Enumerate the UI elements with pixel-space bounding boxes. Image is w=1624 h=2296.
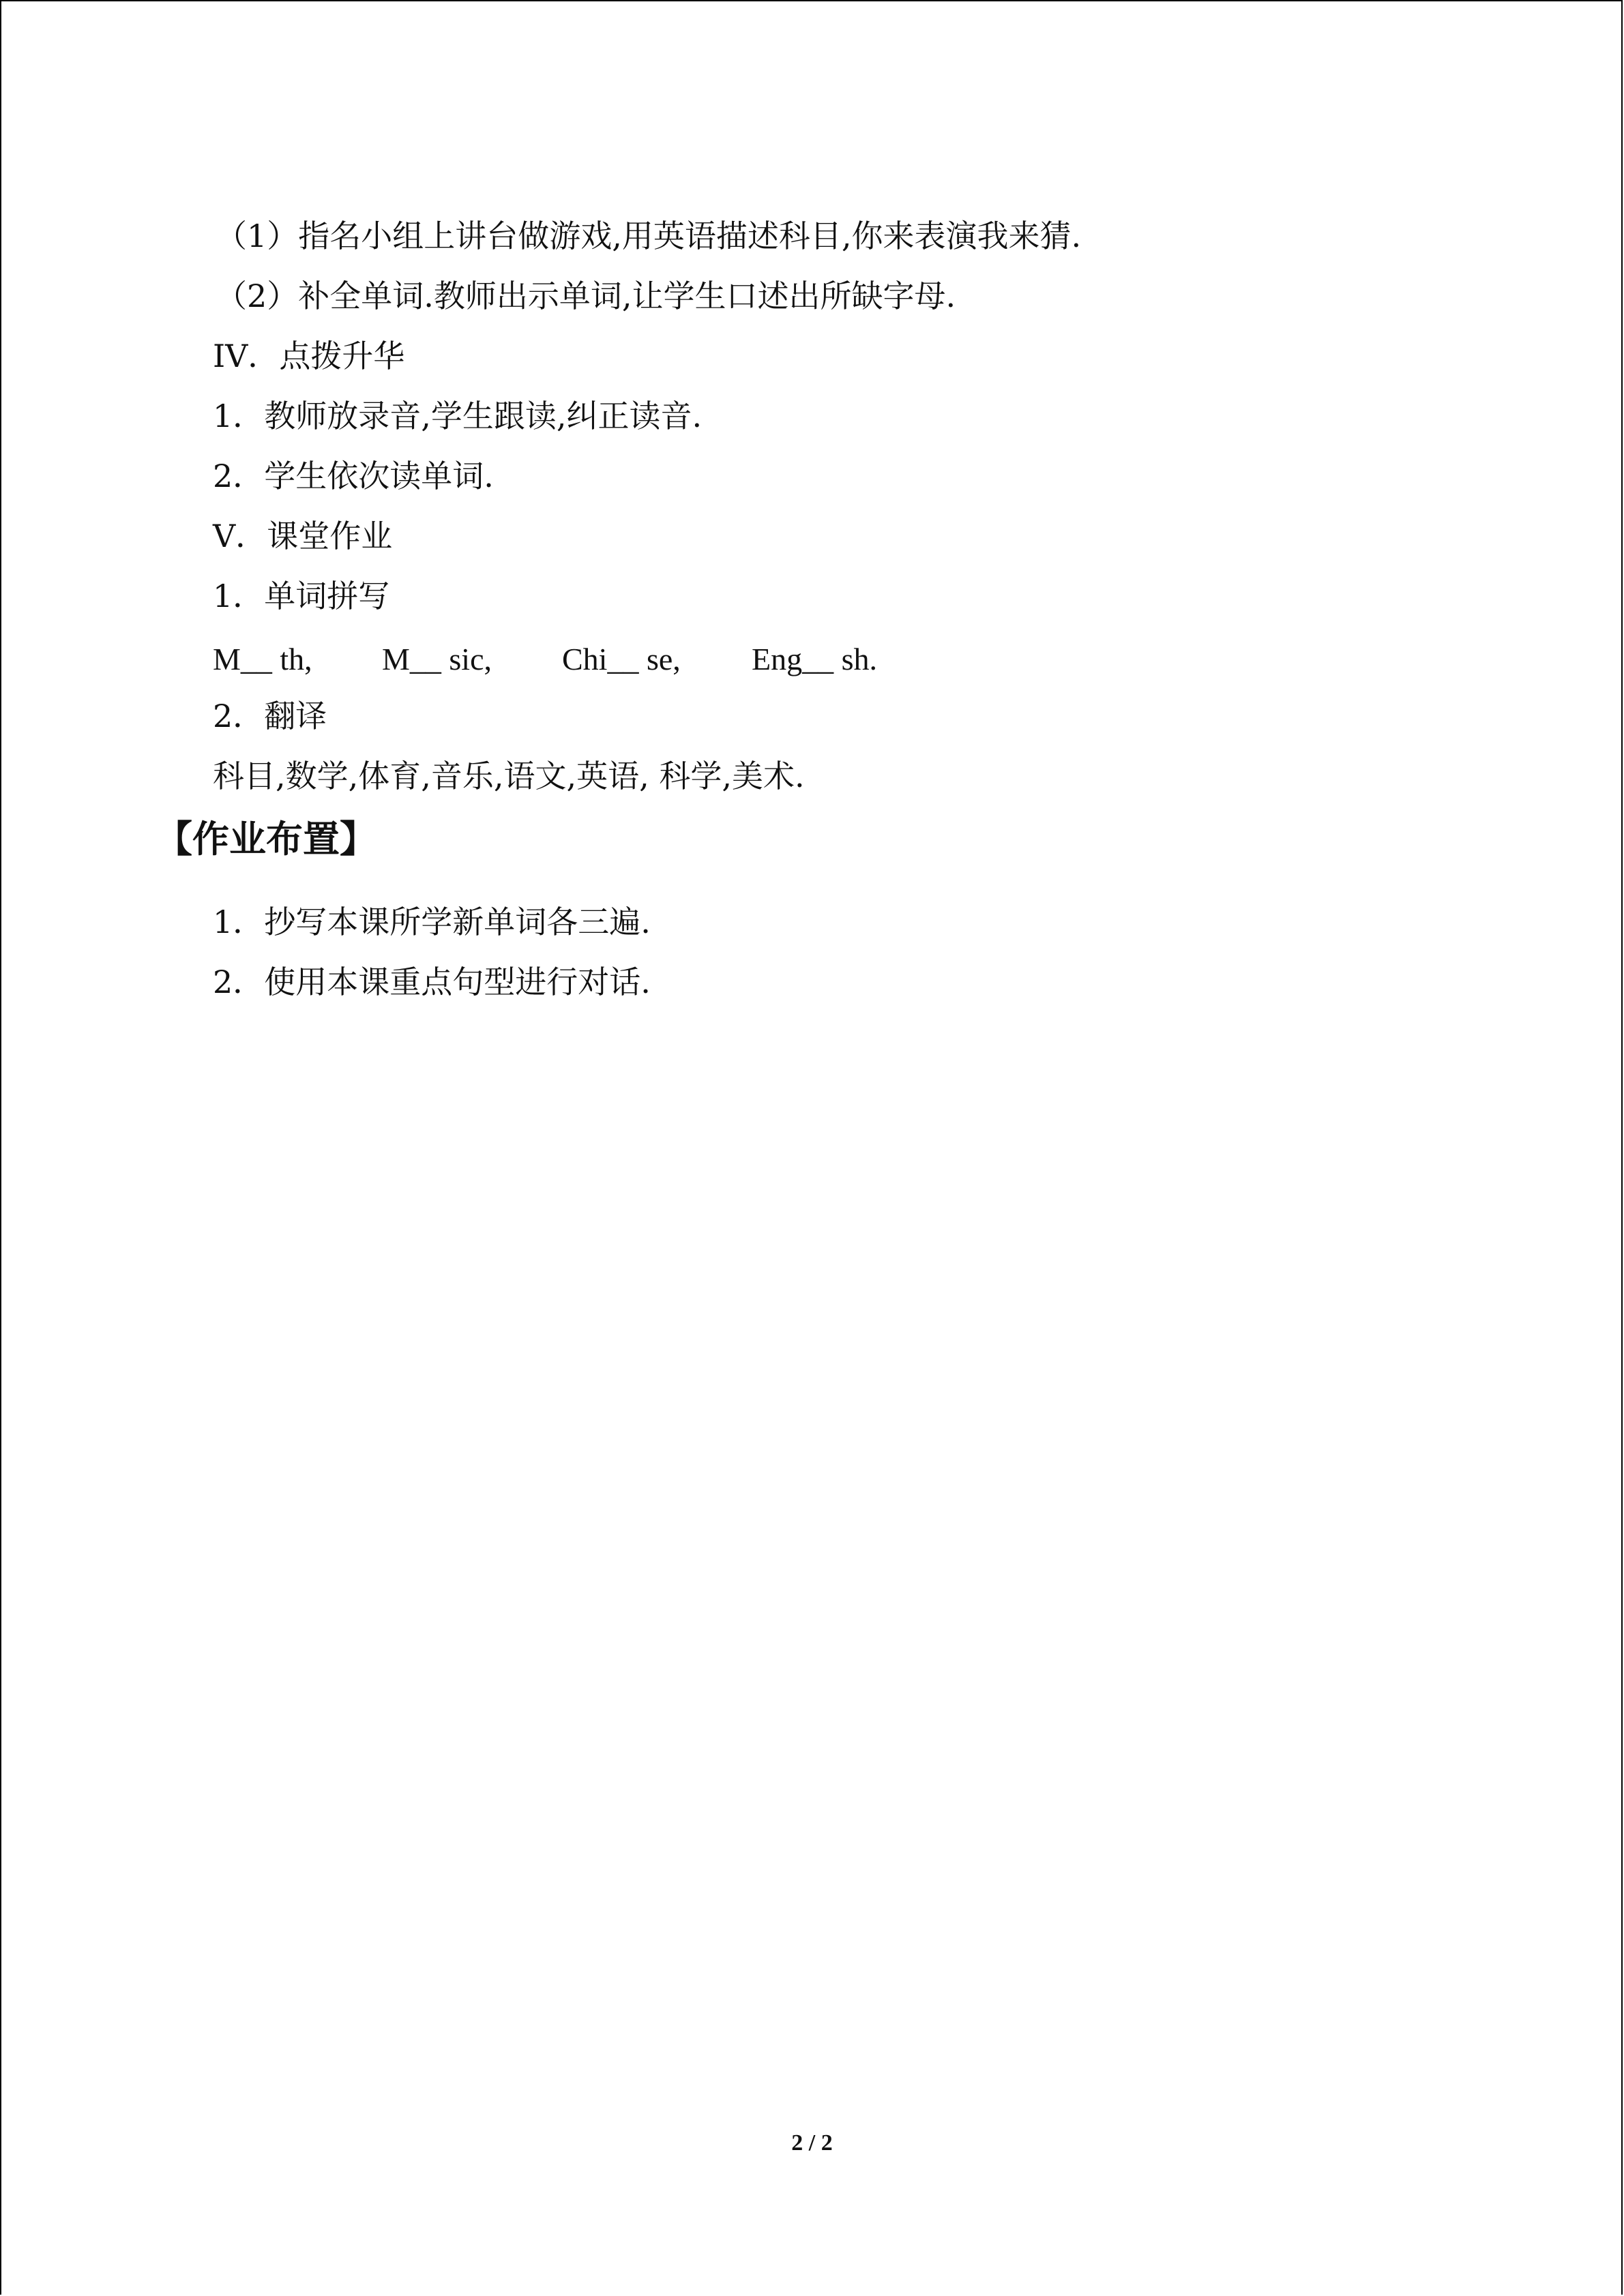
iv-item-2: 2．学生依次读单词. — [213, 458, 494, 494]
homework-heading: 【作业布置】 — [156, 818, 377, 861]
page-number: 2 / 2 — [791, 2130, 833, 2156]
spelling-word: M__ th, — [213, 642, 312, 676]
section-v-heading: V．课堂作业 — [213, 518, 393, 554]
spelling-word: M__ sic, — [382, 642, 492, 676]
section-iv-heading: IV．点拨升华 — [213, 338, 405, 374]
v-item-2: 2．翻译 — [213, 698, 327, 734]
spelling-word: Chi__ se, — [562, 642, 681, 676]
step-2-line: （2）补全单词.教师出示单词,让学生口述出所缺字母. — [216, 278, 956, 314]
homework-item-1: 1．抄写本课所学新单词各三遍. — [213, 904, 651, 940]
spelling-row — [213, 638, 877, 680]
translation-words: 科目,数学,体育,音乐,语文,英语, 科学,美术. — [213, 758, 805, 794]
v-item-1: 1．单词拼写 — [213, 578, 390, 614]
homework-item-2: 2．使用本课重点句型进行对话. — [213, 964, 651, 1000]
step-1-line: （1）指名小组上讲台做游戏,用英语描述科目,你来表演我来猜. — [216, 218, 1082, 254]
iv-item-1: 1．教师放录音,学生跟读,纠正读音. — [213, 398, 703, 434]
spelling-word: Eng__ sh. — [752, 642, 877, 676]
